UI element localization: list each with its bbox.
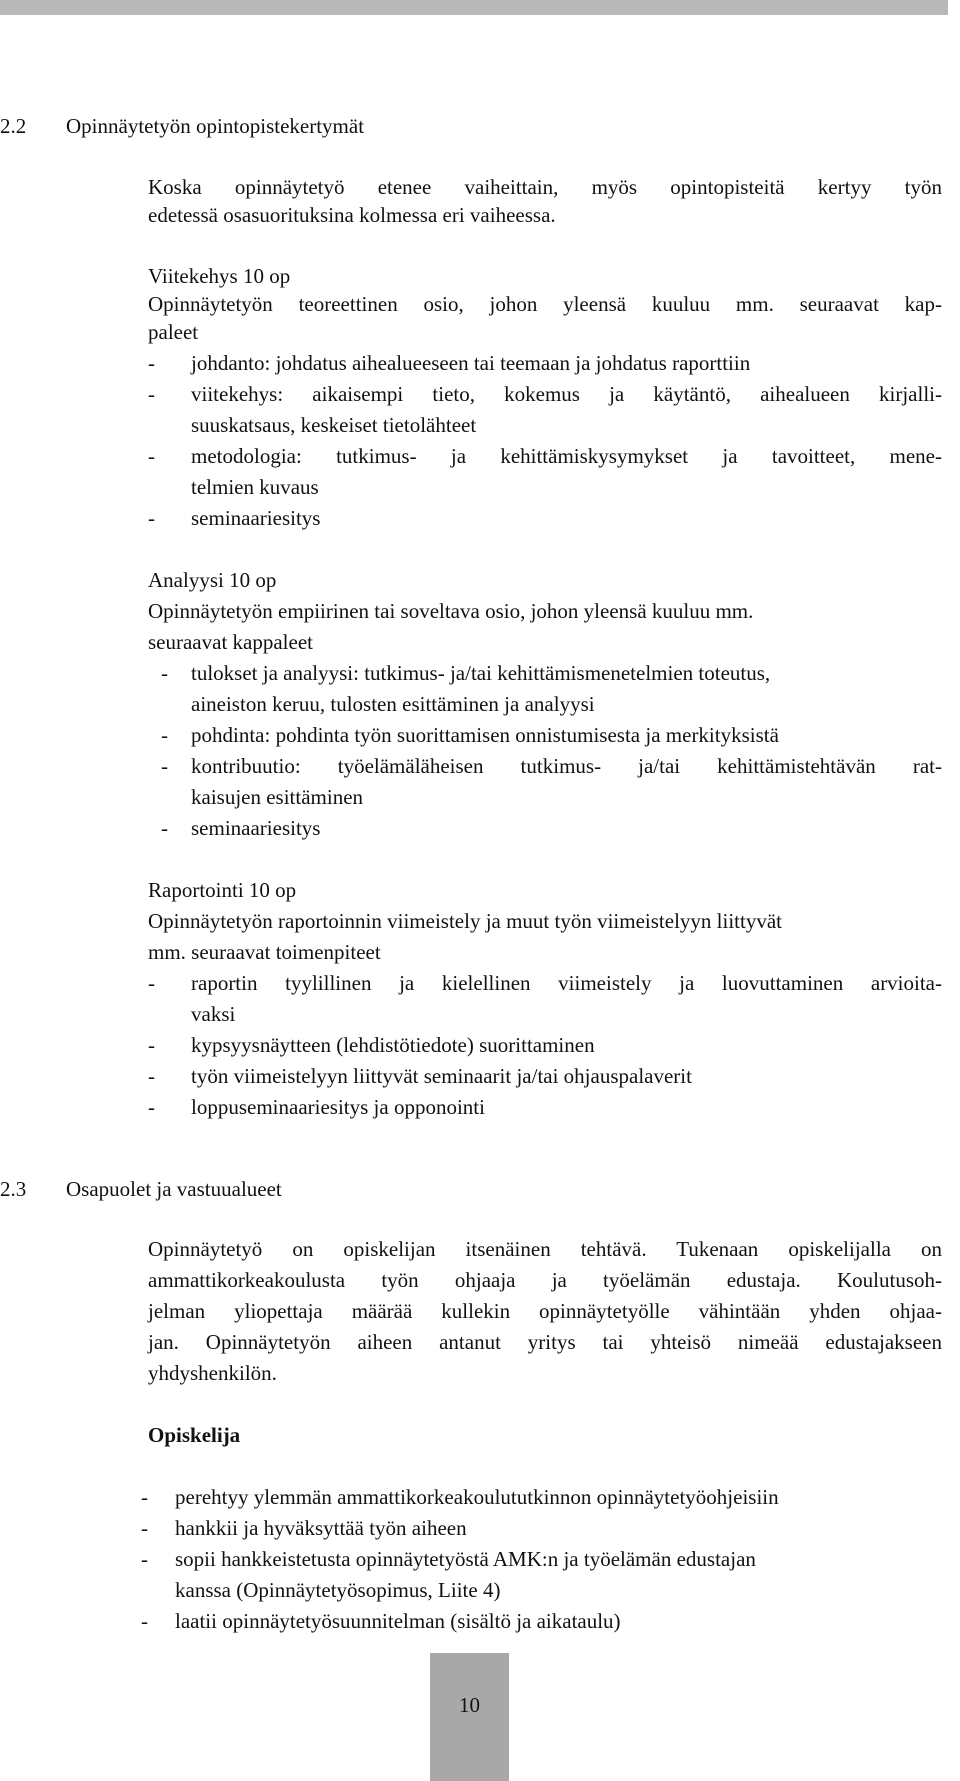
list-item: raportin tyylillinen ja kielellinen viimeistely ja luovuttaminen arvioita-: [191, 971, 942, 995]
paragraph-line: edetessä osasuorituksina kolmessa eri vaiheessa.: [148, 203, 556, 227]
list-bullet: -: [148, 1064, 155, 1088]
list-bullet: -: [148, 382, 155, 406]
list-bullet: -: [141, 1547, 148, 1571]
bold-subheading: Opiskelija: [148, 1423, 241, 1447]
list-item: metodologia: tutkimus- ja kehittämiskysymykset ja tavoitteet, mene-: [191, 444, 942, 468]
list-bullet: -: [161, 816, 168, 840]
top-header-bar: [0, 0, 948, 15]
subheading: Analyysi 10 op: [148, 568, 277, 592]
list-item-continued: suuskatsaus, keskeiset tietolähteet: [191, 413, 477, 437]
subheading: Viitekehys 10 op: [148, 264, 291, 288]
section-number: 2.3: [0, 1177, 27, 1201]
list-item-continued: kaisujen esittäminen: [191, 785, 364, 809]
subheading: Raportointi 10 op: [148, 878, 297, 902]
list-item: seminaariesitys: [191, 816, 321, 840]
list-item: kontribuutio: työelämäläheisen tutkimus- ja/tai kehittämistehtävän rat-: [191, 754, 942, 778]
paragraph-line: Koska opinnäytetyö etenee vaiheittain, myös opintopisteitä kertyy työn: [148, 175, 942, 199]
list-item: loppuseminaariesitys ja opponointi: [191, 1095, 485, 1119]
list-bullet: -: [141, 1609, 148, 1633]
list-item: sopii hankkeistetusta opinnäytetyöstä AMK:n ja työelämän edustajan: [175, 1547, 756, 1571]
section-title: Osapuolet ja vastuualueet: [66, 1177, 282, 1201]
paragraph-line: Opinnäytetyön empiirinen tai soveltava osio, johon yleensä kuuluu mm.: [148, 599, 754, 623]
paragraph-line: jan. Opinnäytetyön aiheen antanut yritys tai yhteisö nimeää edustajakseen: [148, 1330, 942, 1354]
list-item: kypsyysnäytteen (lehdistötiedote) suorittaminen: [191, 1033, 595, 1057]
list-item: perehtyy ylemmän ammattikorkeakoulututkinnon opinnäytetyöohjeisiin: [175, 1485, 779, 1509]
paragraph-line: Opinnäytetyön raportoinnin viimeistely ja muut työn viimeistelyyn liittyvät: [148, 909, 782, 933]
list-item: seminaariesitys: [191, 506, 321, 530]
paragraph-line: ammattikorkeakoulusta työn ohjaaja ja työelämän edustaja. Koulutusoh-: [148, 1268, 942, 1292]
list-bullet: -: [148, 351, 155, 375]
paragraph-line: seuraavat kappaleet: [148, 630, 313, 654]
list-item: pohdinta: pohdinta työn suorittamisen onnistumisesta ja merkityksistä: [191, 723, 779, 747]
list-bullet: -: [161, 661, 168, 685]
section-title: Opinnäytetyön opintopistekertymät: [66, 114, 365, 138]
paragraph-line: paleet: [148, 320, 199, 344]
page-number-box: [430, 1653, 509, 1781]
paragraph-line: yhdyshenkilön.: [148, 1361, 277, 1385]
list-item-continued: aineiston keruu, tulosten esittäminen ja analyysi: [191, 692, 595, 716]
list-bullet: -: [148, 506, 155, 530]
list-item: laatii opinnäytetyösuunnitelman (sisältö ja aikataulu): [175, 1609, 621, 1633]
list-bullet: -: [141, 1516, 148, 1540]
list-bullet: -: [148, 1095, 155, 1119]
list-bullet: -: [141, 1485, 148, 1509]
list-item-continued: kanssa (Opinnäytetyösopimus, Liite 4): [175, 1578, 501, 1602]
paragraph-line: Opinnäytetyön teoreettinen osio, johon yleensä kuuluu mm. seuraavat kap-: [148, 292, 942, 316]
paragraph-line: Opinnäytetyö on opiskelijan itsenäinen tehtävä. Tukenaan opiskelijalla on: [148, 1237, 942, 1261]
list-item: johdanto: johdatus aihealueeseen tai teemaan ja johdatus raporttiin: [191, 351, 751, 375]
paragraph-line: mm. seuraavat toimenpiteet: [148, 940, 381, 964]
page-number: 10: [459, 1693, 480, 1717]
list-item: työn viimeistelyyn liittyvät seminaarit ja/tai ohjauspalaverit: [191, 1064, 692, 1088]
section-number: 2.2: [0, 114, 27, 138]
list-bullet: -: [148, 444, 155, 468]
list-bullet: -: [148, 1033, 155, 1057]
list-item: viitekehys: aikaisempi tieto, kokemus ja käytäntö, aihealueen kirjalli-: [191, 382, 942, 406]
list-item: hankkii ja hyväksyttää työn aiheen: [175, 1516, 467, 1540]
paragraph-line: jelman yliopettaja määrää kullekin opinnäytetyölle vähintään yhden ohjaa-: [148, 1299, 942, 1323]
list-item: tulokset ja analyysi: tutkimus- ja/tai kehittämismenetelmien toteutus,: [191, 661, 771, 685]
list-item-continued: telmien kuvaus: [191, 475, 319, 499]
list-bullet: -: [161, 723, 168, 747]
list-bullet: -: [161, 754, 168, 778]
list-bullet: -: [148, 971, 155, 995]
list-item-continued: vaksi: [191, 1002, 236, 1026]
